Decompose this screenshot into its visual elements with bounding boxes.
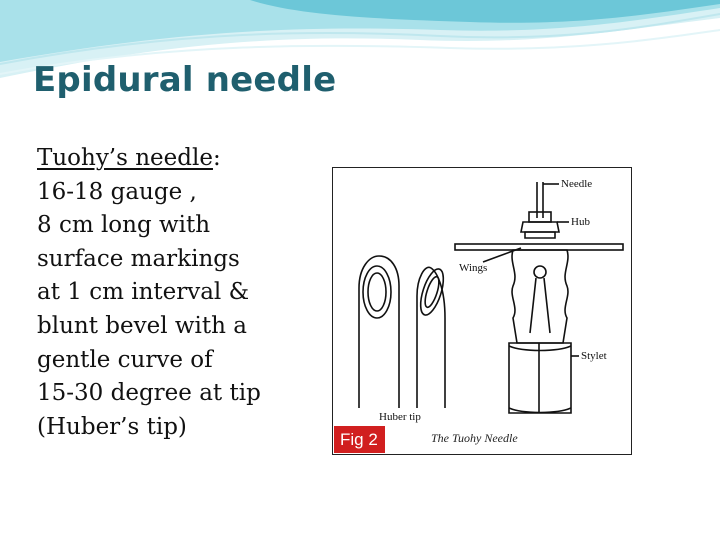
label-stylet: Stylet [581,350,607,362]
figure-caption: The Tuohy Needle [431,431,518,445]
body-line-3: 8 cm long with [37,212,211,239]
needle-illustration [333,168,632,455]
label-hub: Hub [571,216,590,228]
tuohy-needle-drawing [455,182,623,413]
label-huber-tip: Huber tip [379,411,421,423]
body-line-1 [37,142,327,176]
body-line-2: 16-18 gauge , [37,178,197,205]
label-wings: Wings [459,262,488,274]
body-line-6: blunt bevel with a [37,312,247,339]
body-line-7: gentle curve of [37,346,213,373]
needle-name-term: Tuohy’s needle [37,145,213,171]
label-needle: Needle [561,178,593,190]
body-line-4: surface markings [37,245,240,272]
huber-tip-side-view [416,266,448,408]
needle-name-colon: : [212,145,221,171]
tuohy-needle-figure [332,167,632,455]
slide-body [37,142,327,444]
body-line-9: (Huber’s tip) [37,413,187,440]
body-line-5: at 1 cm interval & [37,279,250,306]
body-line-8: 15-30 degree at tip [37,380,261,407]
figure-number-label: Fig 2 [334,426,385,453]
slide-title: Epidural needle [33,60,337,100]
huber-tip-front-view [359,256,399,408]
